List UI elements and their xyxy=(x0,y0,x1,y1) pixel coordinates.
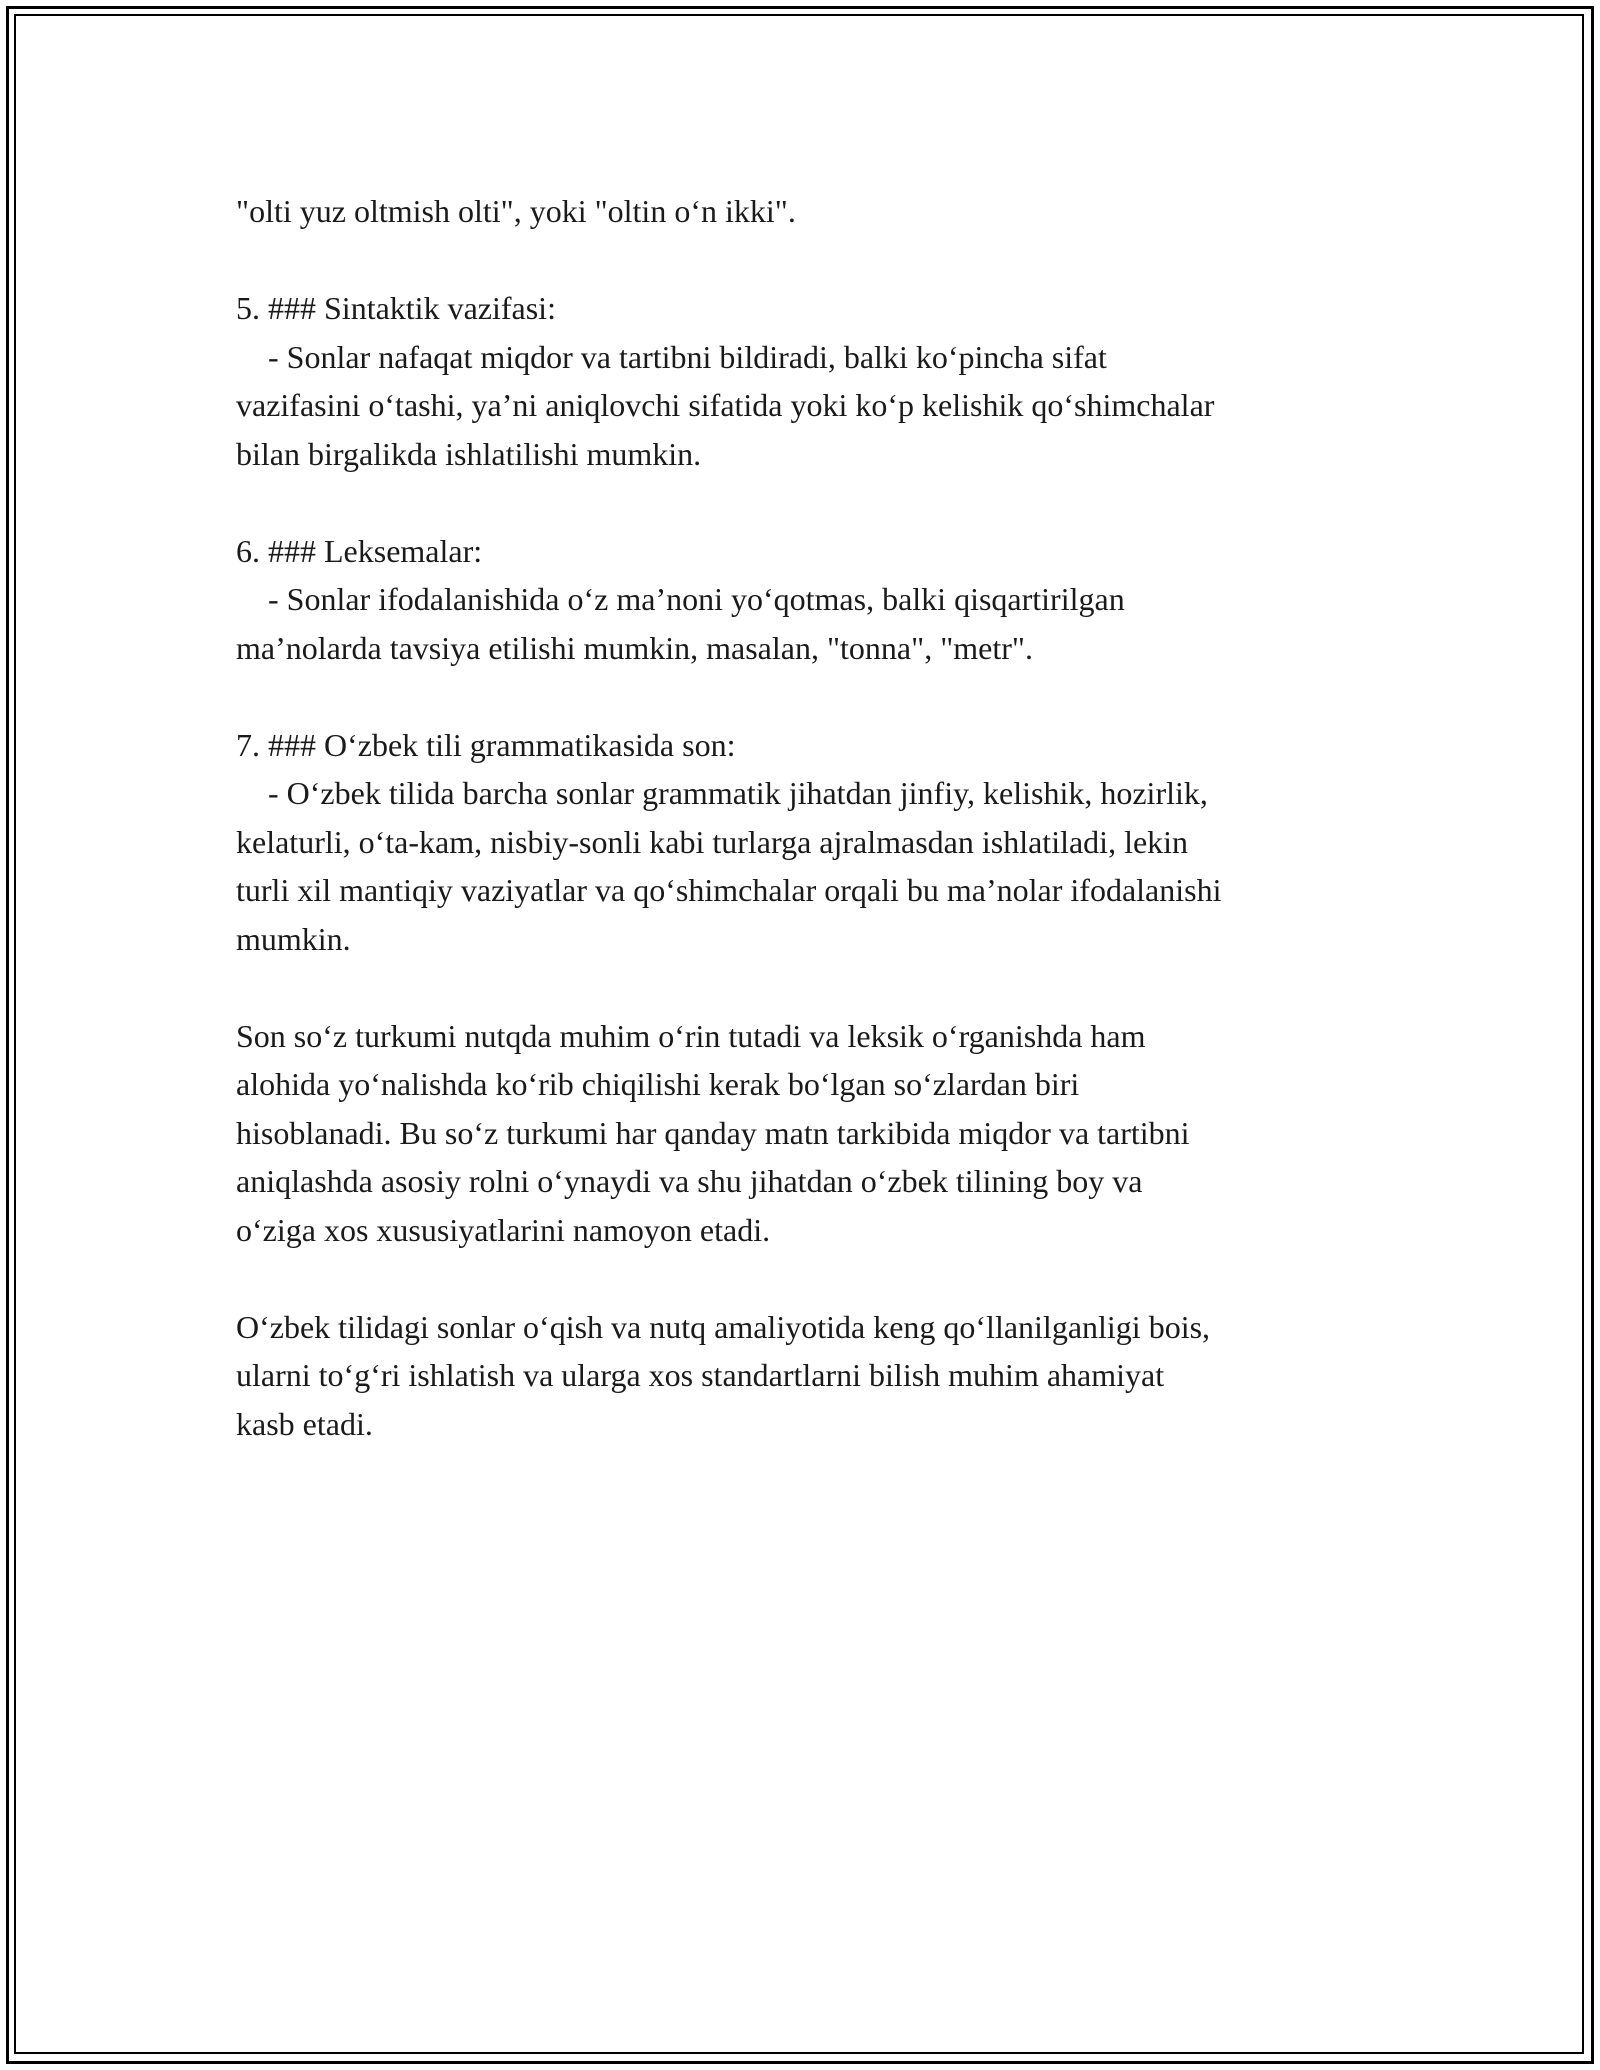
paragraph-gap xyxy=(236,1254,1376,1303)
text-line: Son so‘z turkumi nutqda muhim o‘rin tutadi va leksik o‘rganishda ham xyxy=(236,1017,1146,1054)
text-line: - Sonlar ifodalanishida o‘z ma’noni yo‘qotmas, balki qisqartirilgan xyxy=(236,581,1125,617)
text-line: o‘ziga xos xususiyatlarini namoyon etadi. xyxy=(236,1211,771,1248)
paragraph-gap xyxy=(236,672,1376,721)
paragraph-continuation xyxy=(236,187,1376,236)
text-line: - O‘zbek tilida barcha sonlar grammatik jihatdan jinfiy, kelishik, hozirlik, xyxy=(236,775,1208,811)
paragraph-conclusion xyxy=(236,1303,1376,1449)
paragraph-gap xyxy=(236,236,1376,285)
text-line: ularni to‘g‘ri ishlatish va ularga xos standartlarni bilish muhim ahamiyat xyxy=(236,1357,1165,1393)
text-line: kasb etadi. xyxy=(236,1405,373,1442)
paragraph-gap xyxy=(236,478,1376,527)
section-heading: 7. ### O‘zbek tili grammatikasida son: xyxy=(236,726,736,763)
paragraph-gap xyxy=(236,963,1376,1012)
text-line: alohida yo‘nalishda ko‘rib chiqilishi kerak bo‘lgan so‘zlardan biri xyxy=(236,1066,1080,1102)
text-line: hisoblanadi. Bu so‘z turkumi har qanday matn tarkibida miqdor va tartibni xyxy=(236,1114,1190,1151)
text-line: mumkin. xyxy=(236,920,351,957)
text-line: turli xil mantiqiy vaziyatlar va qo‘shimchalar orqali bu ma’nolar ifodalanishi xyxy=(236,872,1222,908)
text-line: - Sonlar nafaqat miqdor va tartibni bildiradi, balki ko‘pincha sifat xyxy=(236,338,1107,375)
section-syntactic-function xyxy=(236,284,1376,478)
section-heading: 6. ### Leksemalar: xyxy=(236,532,483,569)
text-line: aniqlashda asosiy rolni o‘ynaydi va shu jihatdan o‘zbek tilining boy va xyxy=(236,1163,1143,1199)
text-line: bilan birgalikda ishlatilishi mumkin. xyxy=(236,435,702,472)
text-line: "olti yuz oltmish olti", yoki "oltin o‘n ikki". xyxy=(236,193,796,229)
section-uzbek-grammar-number xyxy=(236,721,1376,964)
section-heading: 5. ### Sintaktik vazifasi: xyxy=(236,290,556,326)
text-line: ma’nolarda tavsiya etilishi mumkin, masalan, "tonna", "metr". xyxy=(236,629,1033,666)
document-body xyxy=(236,187,1376,1448)
text-line: O‘zbek tilidagi sonlar o‘qish va nutq amaliyotida keng qo‘llanilganligi bois, xyxy=(236,1308,1211,1345)
section-lexemes xyxy=(236,527,1376,673)
paragraph-summary xyxy=(236,1012,1376,1255)
text-line: vazifasini o‘tashi, ya’ni aniqlovchi sifatida yoki ko‘p kelishik qo‘shimchalar xyxy=(236,387,1215,423)
text-line: kelaturli, o‘ta-kam, nisbiy-sonli kabi turlarga ajralmasdan ishlatiladi, lekin xyxy=(236,823,1189,860)
